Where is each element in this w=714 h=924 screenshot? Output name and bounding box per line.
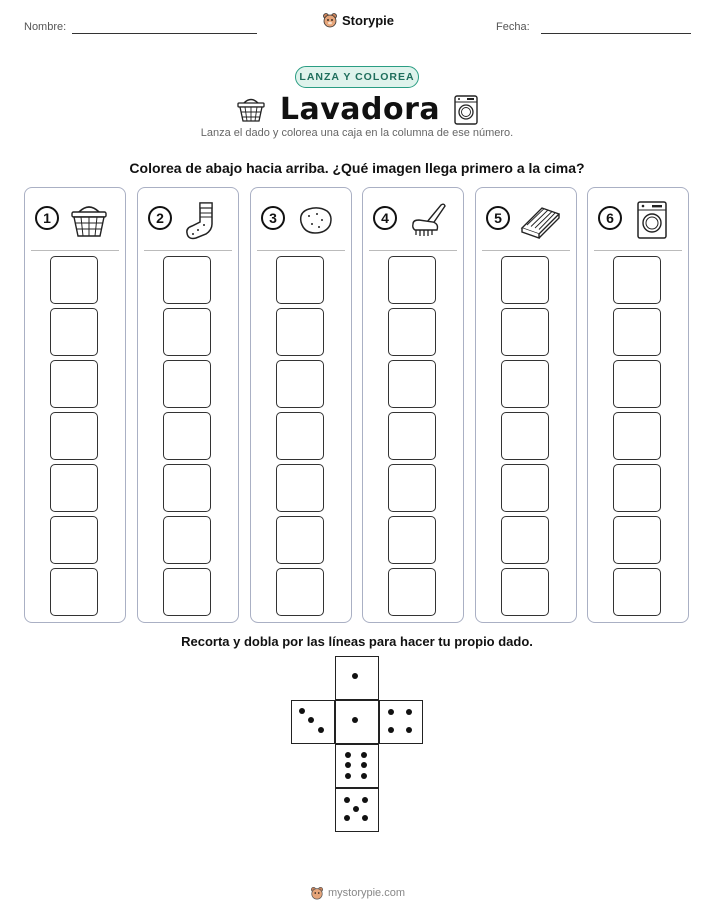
die-pip bbox=[406, 727, 412, 733]
color-box[interactable] bbox=[163, 568, 211, 616]
color-box[interactable] bbox=[501, 360, 549, 408]
die-pip bbox=[299, 708, 305, 714]
laundry-basket-icon bbox=[236, 97, 266, 123]
color-box[interactable] bbox=[50, 308, 98, 356]
color-box[interactable] bbox=[163, 516, 211, 564]
color-box[interactable] bbox=[50, 568, 98, 616]
die-pip bbox=[361, 773, 367, 779]
scrub-brush-icon bbox=[407, 200, 447, 240]
activity-badge: LANZA Y COLOREA bbox=[295, 66, 419, 88]
color-box[interactable] bbox=[50, 256, 98, 304]
column-number: 6 bbox=[598, 206, 622, 230]
laundry-basket-icon bbox=[69, 200, 109, 240]
page-title: Lavadora bbox=[279, 92, 441, 127]
column-divider bbox=[594, 250, 682, 251]
column-divider bbox=[144, 250, 232, 251]
column-divider bbox=[369, 250, 457, 251]
color-box[interactable] bbox=[163, 360, 211, 408]
date-label: Fecha: bbox=[496, 21, 530, 33]
color-box[interactable] bbox=[613, 568, 661, 616]
die-pip bbox=[362, 815, 368, 821]
name-line[interactable] bbox=[72, 33, 257, 34]
die-face-1 bbox=[335, 656, 379, 700]
column-4 bbox=[362, 187, 464, 623]
color-box[interactable] bbox=[388, 516, 436, 564]
color-box[interactable] bbox=[613, 412, 661, 460]
color-box[interactable] bbox=[163, 256, 211, 304]
die-pip bbox=[388, 727, 394, 733]
die-face-6 bbox=[335, 744, 379, 788]
color-box[interactable] bbox=[276, 360, 324, 408]
color-box[interactable] bbox=[50, 360, 98, 408]
die-face-5 bbox=[335, 788, 379, 832]
footer bbox=[310, 886, 405, 900]
column-divider bbox=[482, 250, 570, 251]
die-pip bbox=[344, 815, 350, 821]
column-1 bbox=[24, 187, 126, 623]
bear-logo-icon bbox=[310, 886, 324, 900]
dice-instruction: Recorta y dobla por las líneas para hacer tu propio dado. bbox=[181, 634, 533, 649]
washing-machine-icon bbox=[454, 95, 478, 125]
bear-logo-icon bbox=[322, 12, 338, 28]
column-number: 2 bbox=[148, 206, 172, 230]
column-number: 3 bbox=[261, 206, 285, 230]
date-line[interactable] bbox=[541, 33, 691, 34]
column-5 bbox=[475, 187, 577, 623]
die-face-4 bbox=[379, 700, 423, 744]
color-box[interactable] bbox=[388, 412, 436, 460]
color-box[interactable] bbox=[388, 464, 436, 512]
name-label: Nombre: bbox=[24, 21, 67, 33]
sock-icon bbox=[182, 200, 222, 240]
column-2 bbox=[137, 187, 239, 623]
die-face-1-center bbox=[335, 700, 379, 744]
color-box[interactable] bbox=[501, 308, 549, 356]
column-number: 4 bbox=[373, 206, 397, 230]
color-box[interactable] bbox=[163, 464, 211, 512]
color-box[interactable] bbox=[388, 256, 436, 304]
color-box[interactable] bbox=[388, 360, 436, 408]
color-box[interactable] bbox=[50, 464, 98, 512]
column-divider bbox=[257, 250, 345, 251]
title-row bbox=[0, 92, 714, 127]
color-box[interactable] bbox=[613, 256, 661, 304]
die-pip bbox=[406, 709, 412, 715]
die-pip bbox=[362, 797, 368, 803]
die-pip bbox=[361, 752, 367, 758]
color-box[interactable] bbox=[163, 308, 211, 356]
color-box[interactable] bbox=[501, 412, 549, 460]
die-pip bbox=[308, 717, 314, 723]
die-pip bbox=[345, 752, 351, 758]
color-box[interactable] bbox=[50, 412, 98, 460]
die-pip bbox=[345, 762, 351, 768]
washing-machine-icon bbox=[632, 200, 672, 240]
folded-towel-icon bbox=[520, 200, 560, 240]
color-box[interactable] bbox=[613, 360, 661, 408]
die-face-3 bbox=[291, 700, 335, 744]
color-box[interactable] bbox=[501, 256, 549, 304]
die-pip bbox=[345, 773, 351, 779]
column-number: 1 bbox=[35, 206, 59, 230]
instruction: Colorea de abajo hacia arriba. ¿Qué imagen llega primero a la cima? bbox=[129, 160, 585, 176]
die-pip bbox=[352, 717, 358, 723]
footer-url[interactable]: mystorypie.com bbox=[328, 887, 406, 899]
color-box[interactable] bbox=[276, 516, 324, 564]
die-pip bbox=[353, 806, 359, 812]
color-box[interactable] bbox=[276, 308, 324, 356]
soap-bar-icon bbox=[295, 200, 335, 240]
column-divider bbox=[31, 250, 119, 251]
die-pip bbox=[352, 673, 358, 679]
color-box[interactable] bbox=[613, 516, 661, 564]
color-box[interactable] bbox=[613, 464, 661, 512]
color-box[interactable] bbox=[388, 308, 436, 356]
die-pip bbox=[344, 797, 350, 803]
color-box[interactable] bbox=[501, 568, 549, 616]
color-box[interactable] bbox=[613, 308, 661, 356]
color-box[interactable] bbox=[276, 464, 324, 512]
die-pip bbox=[318, 727, 324, 733]
color-box[interactable] bbox=[276, 568, 324, 616]
color-box[interactable] bbox=[501, 464, 549, 512]
color-box[interactable] bbox=[163, 412, 211, 460]
color-box[interactable] bbox=[50, 516, 98, 564]
brand-name: Storypie bbox=[342, 12, 395, 28]
subtitle: Lanza el dado y colorea una caja en la columna de ese número. bbox=[200, 127, 514, 139]
die-pip bbox=[361, 762, 367, 768]
column-number: 5 bbox=[486, 206, 510, 230]
color-box[interactable] bbox=[501, 516, 549, 564]
color-box[interactable] bbox=[388, 568, 436, 616]
column-6 bbox=[587, 187, 689, 623]
color-box[interactable] bbox=[276, 256, 324, 304]
color-box[interactable] bbox=[276, 412, 324, 460]
column-3 bbox=[250, 187, 352, 623]
die-pip bbox=[388, 709, 394, 715]
brand-logo bbox=[322, 12, 394, 28]
